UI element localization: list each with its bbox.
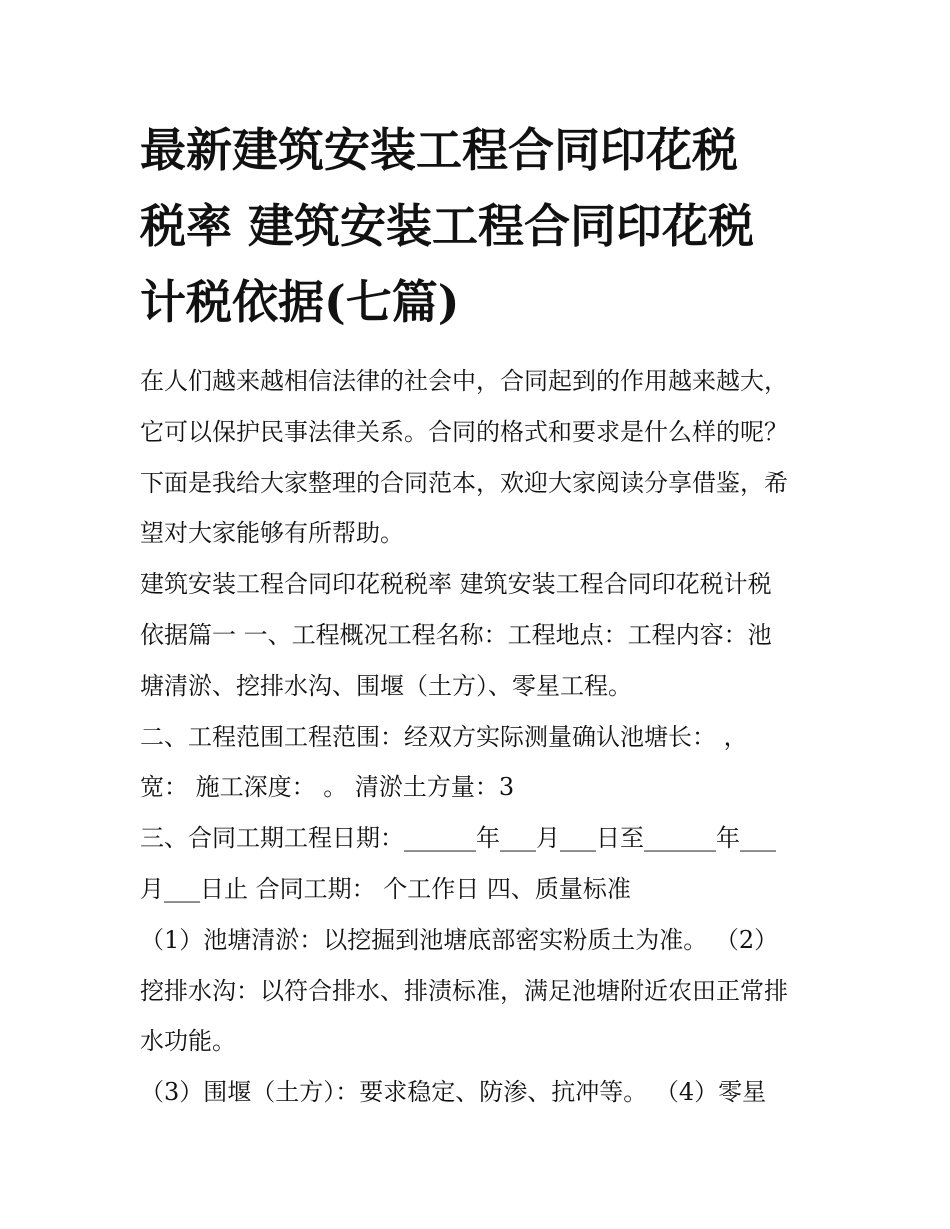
title-line: 计税依据(七篇) xyxy=(140,275,460,329)
body-line: 月___日止 合同工期： 个工作日 四、质量标准 xyxy=(140,874,631,903)
body-line: 在人们越来越相信法律的社会中，合同起到的作用越来越大， xyxy=(140,367,788,395)
body-line: 挖排水沟：以符合排水、排渍标准，满足池塘附近农田正常排 xyxy=(140,976,788,1005)
body-line: 宽： 施工深度： 。 清淤土方量：3 xyxy=(140,773,515,802)
title-line: 税率 建筑安装工程合同印花税 xyxy=(140,199,755,253)
document-body xyxy=(140,356,840,1118)
body-line: 下面是我给大家整理的合同范本，欢迎大家阅读分享借鉴，希 xyxy=(140,468,788,497)
body-line: 水功能。 xyxy=(140,1027,236,1056)
body-line: 依据篇一 一、工程概况工程名称：工程地点：工程内容：池 xyxy=(140,620,772,649)
body-line: 二、工程范围工程范围：经双方实际测量确认池塘长： ， xyxy=(140,722,748,751)
body-line: 它可以保护民事法律关系。合同的格式和要求是什么样的呢？ xyxy=(140,417,788,446)
body-line: （3）围堰（土方）：要求稳定、防渗、抗冲等。 （4）零星 xyxy=(140,1078,767,1107)
body-line: 望对大家能够有所帮助。 xyxy=(140,519,404,548)
document-title xyxy=(140,112,840,340)
body-line: 三、合同工期工程日期：______年___月___日至______年___ xyxy=(140,824,776,853)
body-line: 建筑安装工程合同印花税税率 建筑安装工程合同印花税计税 xyxy=(140,570,772,599)
title-line: 最新建筑安装工程合同印花税 xyxy=(140,123,738,177)
body-line: （1）池塘清淤：以挖掘到池塘底部密实粉质土为准。 （2） xyxy=(140,925,779,954)
body-line: 塘清淤、挖排水沟、围堰（土方）、零星工程。 xyxy=(140,671,632,700)
